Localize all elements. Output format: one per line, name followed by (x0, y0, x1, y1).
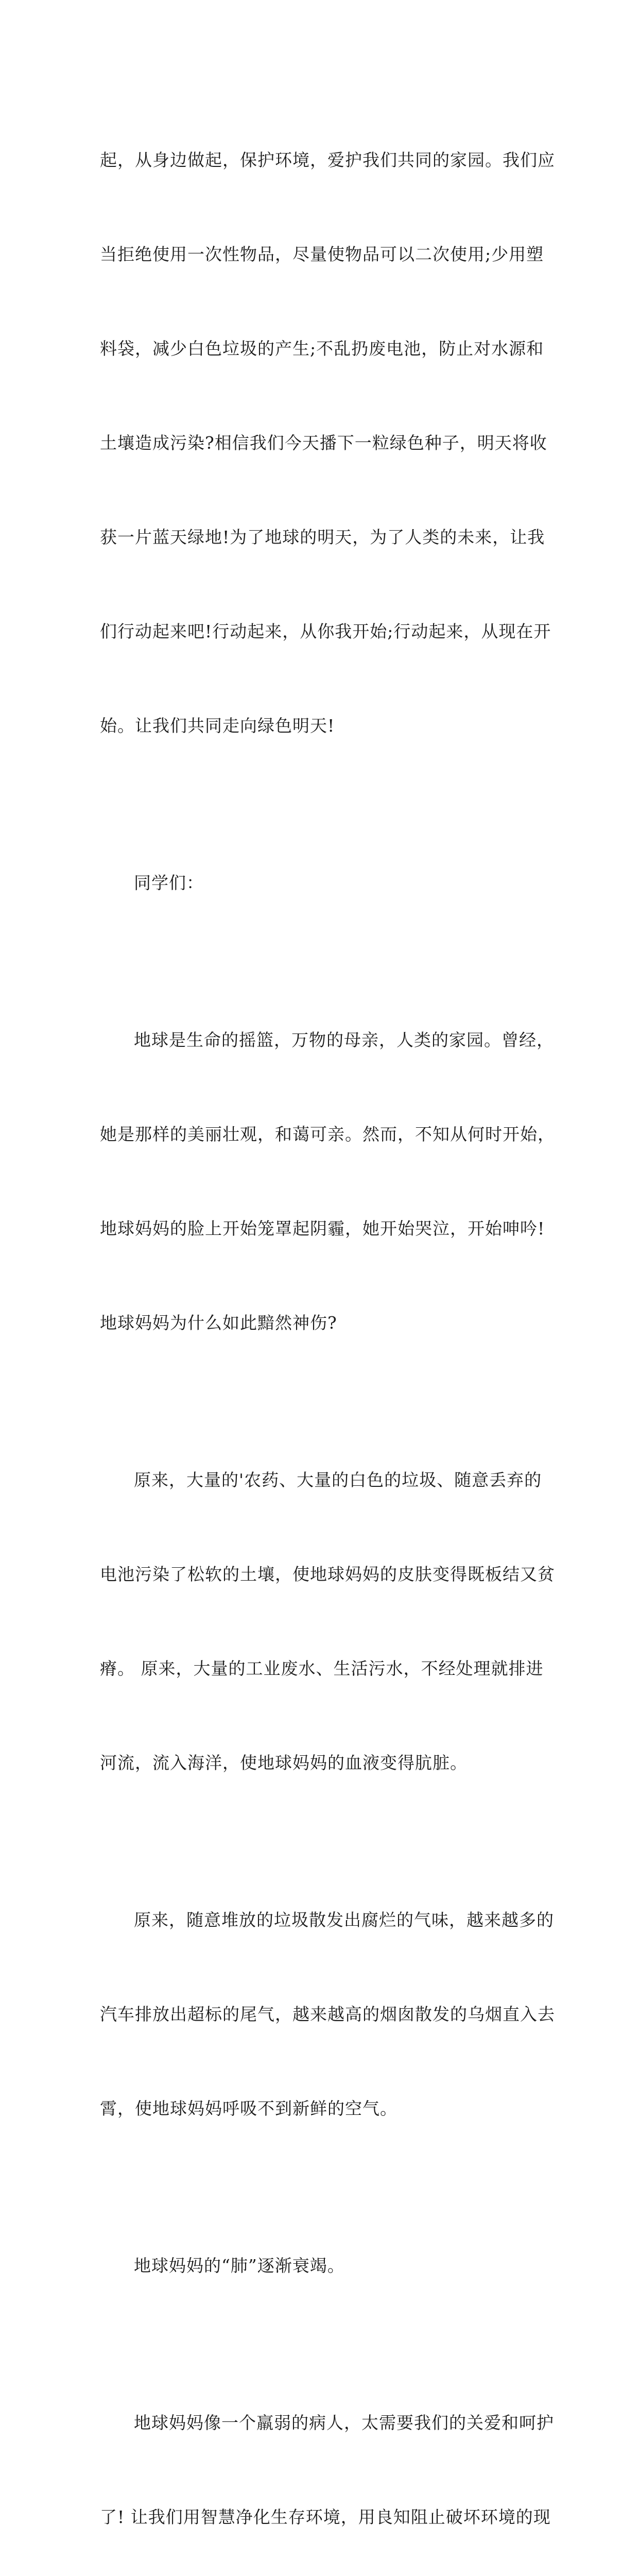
text-line: 原来，随意堆放的垃圾散发出腐烂的气味，越来越多的 (134, 1910, 554, 1930)
text-line: 们行动起来吧!行动起来，从你我开始;行动起来，从现在开 (100, 621, 551, 641)
text-line: 料袋，减少白色垃圾的产生;不乱扔废电池，防止对水源和 (100, 338, 544, 359)
text-line: 电池污染了松软的土壤，使地球妈妈的皮肤变得既板结又贫 (100, 1564, 555, 1584)
text-line: 地球妈妈的“肺”逐渐衰竭。 (134, 2256, 345, 2276)
paragraph-greeting (100, 804, 553, 961)
paragraph (100, 1401, 553, 1841)
document-body (100, 81, 553, 2576)
text-line: 原来，大量的'农药、大量的白色的垃圾、随意丢弃的 (134, 1470, 542, 1490)
text-line: 始。让我们共同走向绿色明天! (100, 716, 335, 736)
paragraph (100, 2187, 553, 2344)
text-line: 地球妈妈为什么如此黯然神伤? (100, 1313, 337, 1333)
text-line: 同学们： (134, 873, 204, 893)
text-line: 河流，流入海洋，使地球妈妈的血液变得肮脏。 (100, 1753, 468, 1773)
text-line: 地球妈妈的脸上开始笼罩起阴霾，她开始哭泣，开始呻吟! (100, 1218, 545, 1239)
text-line: 起，从身边做起，保护环境，爱护我们共同的家园。我们应 (100, 150, 555, 170)
paragraph (100, 961, 553, 1401)
paragraph (100, 81, 553, 804)
text-line: 当拒绝使用一次性物品，尽量使物品可以二次使用;少用塑 (100, 244, 544, 264)
paragraph (100, 1841, 553, 2187)
text-line: 瘠。 原来，大量的工业废水、生活污水，不经处理就排进 (100, 1658, 544, 1679)
text-line: 地球是生命的摇篮，万物的母亲，人类的家园。曾经， (134, 1030, 554, 1050)
text-line: 地球妈妈像一个羸弱的病人，太需要我们的关爱和呵护 (134, 2413, 554, 2433)
text-line: 了! 让我们用智慧净化生存环境，用良知阻止破坏环境的现 (100, 2507, 551, 2527)
text-line: 汽车排放出超标的尾气，越来越高的烟囱散发的乌烟直入去 (100, 2004, 555, 2024)
text-line: 霄，使地球妈妈呼吸不到新鲜的空气。 (100, 2098, 398, 2119)
text-line: 她是那样的美丽壮观，和蔼可亲。然而，不知从何时开始， (100, 1124, 555, 1144)
text-line: 土壤造成污染?相信我们今天播下一粒绿色种子，明天将收 (100, 433, 547, 453)
paragraph (100, 2344, 553, 2576)
text-line: 获一片蓝天绿地!为了地球的明天，为了人类的未来，让我 (100, 527, 545, 547)
